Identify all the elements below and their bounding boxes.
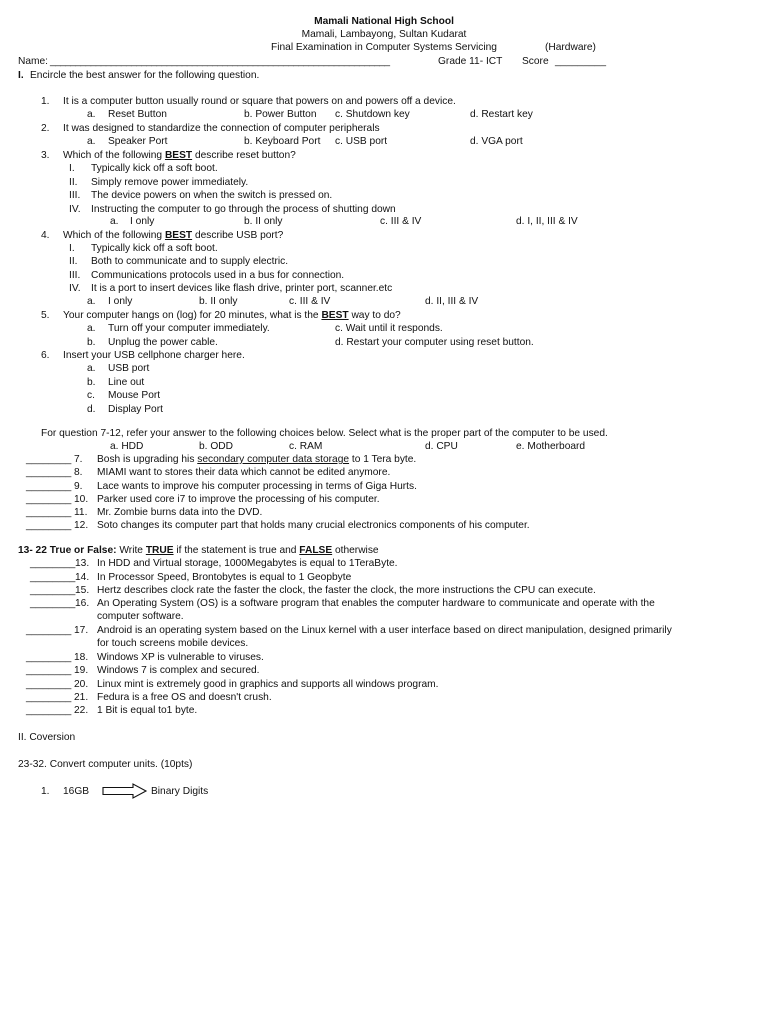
q4-text-pre: Which of the following — [63, 230, 163, 241]
q4-option-a[interactable]: I only — [108, 296, 133, 307]
q4-item: It is a port to insert devices like flash drive, printer port, scanner.etc — [91, 283, 393, 294]
q4-item: Both to communicate and to supply electric. — [91, 256, 289, 267]
q4-number: 4. — [41, 230, 50, 241]
grade-label: Grade 11- ICT — [438, 56, 503, 67]
school-address: Mamali, Lambayong, Sultan Kudarat — [301, 29, 467, 40]
q4-best-emphasis: BEST — [164, 230, 193, 241]
part2-heading: II. Coversion — [18, 732, 76, 743]
item-number: 11. — [74, 507, 88, 518]
answer-blank[interactable]: ________ — [26, 692, 72, 703]
item-text — [97, 454, 416, 466]
score-blank[interactable]: _________ — [555, 56, 606, 67]
exam-subject: (Hardware) — [545, 42, 596, 53]
answer-blank[interactable]: ________ — [26, 467, 72, 478]
item-number: 17. — [74, 625, 89, 636]
q5-text-pre: Your computer hangs on (log) for 20 minutes, what is the — [63, 310, 319, 321]
item-text: Lace wants to improve his computer processing in terms of Giga Hurts. — [97, 481, 417, 492]
q1-option-a-letter: a. — [87, 109, 96, 120]
item-text: Android is an operating system based on the Linux kernel with a user interface based on direct manipulation, designed primarily — [97, 625, 672, 636]
conversion-item-number: 1. — [41, 786, 50, 797]
tf-heading-write: Write — [119, 545, 143, 556]
part1-instruction: Encircle the best answer for the following question. — [30, 70, 260, 81]
q3-item: The device powers on when the switch is pressed on. — [91, 190, 333, 201]
q6-option-letter: b. — [87, 377, 96, 388]
answer-blank[interactable]: ________ — [26, 705, 72, 716]
name-label: Name: — [18, 56, 49, 67]
q3-item-numeral: IV. — [69, 204, 81, 215]
q5-option-a-letter: a. — [87, 323, 96, 334]
q2-number: 2. — [41, 123, 50, 134]
item-text: Mr. Zombie burns data into the DVD. — [97, 507, 263, 518]
item-number: 19. — [74, 665, 89, 676]
q4-item: Communications protocols used in a bus for connection. — [91, 270, 345, 281]
q3-option-d[interactable]: d. I, II, III & IV — [516, 216, 578, 227]
exam-title: Final Examination in Computer Systems Servicing — [271, 42, 497, 53]
q6-option-letter: d. — [87, 404, 96, 415]
q3-item-numeral: I. — [69, 163, 75, 174]
q5-option-b-letter: b. — [87, 337, 96, 348]
item-text-pre: Bosh is upgrading his — [97, 454, 195, 465]
q3-item: Simply remove power immediately. — [91, 177, 249, 188]
item-text: Hertz describes clock rate the faster the clock, the faster the clock, the more instructions the CPU can execute. — [97, 585, 596, 596]
choice-d: d. CPU — [425, 441, 458, 452]
true-false-heading — [18, 545, 379, 557]
q5-option-b[interactable]: Unplug the power cable. — [108, 337, 218, 348]
school-name: Mamali National High School — [314, 16, 454, 27]
name-blank[interactable]: ___________________________________________________________________ — [50, 56, 390, 67]
q6-option[interactable]: USB port — [108, 363, 150, 374]
item-number: 13. — [75, 558, 90, 569]
q5-text — [63, 310, 401, 322]
score-label: Score — [522, 56, 549, 67]
q2-text: It was designed to standardize the connection of computer peripherals — [63, 123, 380, 134]
tf-heading-mid: if the statement is true and — [176, 545, 297, 556]
item-text: Fedura is a free OS and doesn't crush. — [97, 692, 272, 703]
answer-blank[interactable]: ________ — [26, 652, 72, 663]
item-number: 22. — [74, 705, 89, 716]
tf-false-word: FALSE — [299, 545, 333, 556]
answer-blank[interactable]: ________ — [26, 481, 72, 492]
q2-option-d[interactable]: d. VGA port — [470, 136, 523, 147]
item-number: 20. — [74, 679, 89, 690]
q6-text: Insert your USB cellphone charger here. — [63, 350, 245, 361]
item-text: Windows 7 is complex and secured. — [97, 665, 260, 676]
q4-item-numeral: III. — [69, 270, 81, 281]
q4-option-a-letter: a. — [87, 296, 96, 307]
item-number: 12. — [74, 520, 89, 531]
q5-text-post: way to do? — [351, 310, 401, 321]
q3-text-pre: Which of the following — [63, 150, 163, 161]
q3-text-post: describe reset button? — [194, 150, 296, 161]
q3-text — [63, 150, 296, 162]
q6-option[interactable]: Mouse Port — [108, 390, 161, 401]
q5-option-c[interactable]: c. Wait until it responds. — [335, 323, 443, 334]
answer-blank[interactable]: ________ — [30, 598, 76, 609]
q4-item-numeral: I. — [69, 243, 75, 254]
q6-option[interactable]: Display Port — [108, 404, 163, 415]
item-text: In Processor Speed, Brontobytes is equal to 1 Geopbyte — [97, 572, 352, 583]
choice-b: b. ODD — [199, 441, 233, 452]
item-text-continued: computer software. — [97, 611, 184, 622]
answer-blank[interactable]: ________ — [30, 572, 76, 583]
answer-blank[interactable]: ________ — [30, 558, 76, 569]
q1-number: 1. — [41, 96, 50, 107]
item-text-underlined: secondary computer data storage — [197, 454, 350, 465]
item-number: 15. — [75, 585, 90, 596]
q4-item-numeral: IV. — [69, 283, 81, 294]
answer-blank[interactable]: ________ — [26, 665, 72, 676]
q2-option-b[interactable]: b. Keyboard Port — [244, 136, 321, 147]
tf-true-word: TRUE — [145, 545, 174, 556]
item-number: 9. — [74, 481, 83, 492]
q3-item: Instructing the computer to go through the process of shutting down — [91, 204, 396, 215]
q1-option-d[interactable]: d. Restart key — [470, 109, 533, 120]
q3-option-a[interactable]: I only — [130, 216, 155, 227]
choice-e: e. Motherboard — [516, 441, 586, 452]
q4-text-post: describe USB port? — [194, 230, 284, 241]
q1-option-b[interactable]: b. Power Button — [244, 109, 317, 120]
part1-number: I. — [18, 70, 24, 81]
choice-a: a. HDD — [110, 441, 144, 452]
answer-blank[interactable]: ________ — [26, 625, 72, 636]
answer-blank[interactable]: ________ — [26, 679, 72, 690]
q1-text: It is a computer button usually round or square that powers on and powers off a device. — [63, 96, 456, 107]
q5-option-d[interactable]: d. Restart your computer using reset button. — [335, 337, 534, 348]
q5-number: 5. — [41, 310, 50, 321]
q4-option-c[interactable]: c. III & IV — [289, 296, 331, 307]
choice-c: c. RAM — [289, 441, 323, 452]
item-text: 1 Bit is equal to1 byte. — [97, 705, 198, 716]
answer-blank[interactable]: ________ — [26, 507, 72, 518]
item-text: Linux mint is extremely good in graphics and supports all windows program. — [97, 679, 439, 690]
q2-option-a[interactable]: Speaker Port — [108, 136, 168, 147]
item-number: 16. — [75, 598, 90, 609]
tf-heading-label: 13- 22 True or False: — [18, 545, 117, 556]
q1-option-a[interactable]: Reset Button — [108, 109, 167, 120]
answer-blank[interactable]: ________ — [26, 454, 72, 465]
item-text-post: to 1 Tera byte. — [351, 454, 417, 465]
answer-blank[interactable]: ________ — [26, 494, 72, 505]
tf-heading-post: otherwise — [334, 545, 379, 556]
item-text: Parker used core i7 to improve the processing of his computer. — [97, 494, 380, 505]
conversion-from: 16GB — [63, 786, 90, 797]
q6-number: 6. — [41, 350, 50, 361]
q6-option-letter: a. — [87, 363, 96, 374]
q3-option-b[interactable]: b. II only — [244, 216, 283, 227]
q6-option-letter: c. — [87, 390, 95, 401]
q4-item-numeral: II. — [69, 256, 78, 267]
item-number: 10. — [74, 494, 89, 505]
q6-option[interactable]: Line out — [108, 377, 145, 388]
item-text: In HDD and Virtual storage, 1000Megabytes is equal to 1TeraByte. — [97, 558, 398, 569]
item-number: 14. — [75, 572, 90, 583]
item-number: 18. — [74, 652, 89, 663]
double-right-arrow-icon — [102, 783, 148, 799]
answer-blank[interactable]: ________ — [26, 520, 72, 531]
item-text: MIAMI want to stores their data which cannot be edited anymore. — [97, 467, 391, 478]
q2-option-a-letter: a. — [87, 136, 96, 147]
q4-item: Typically kick off a soft boot. — [91, 243, 218, 254]
answer-blank[interactable]: ________ — [30, 585, 76, 596]
q3-option-a-letter: a. — [110, 216, 119, 227]
q5-best-emphasis: BEST — [321, 310, 349, 321]
item-number: 8. — [74, 467, 83, 478]
q3-best-emphasis: BEST — [164, 150, 193, 161]
q5-option-a[interactable]: Turn off your computer immediately. — [108, 323, 270, 334]
q3-item: Typically kick off a soft boot. — [91, 163, 218, 174]
q3-item-numeral: II. — [69, 177, 78, 188]
item-text: Windows XP is vulnerable to viruses. — [97, 652, 264, 663]
q2-option-c[interactable]: c. USB port — [335, 136, 388, 147]
item-text: An Operating System (OS) is a software program that enables the computer hardware to communicate and operate with the — [97, 598, 655, 609]
q4-option-d[interactable]: d. II, III & IV — [425, 296, 479, 307]
choices-intro: For question 7-12, refer your answer to the following choices below. Select what is the proper part of the computer to be used. — [41, 428, 608, 439]
q3-item-numeral: III. — [69, 190, 81, 201]
q1-option-c[interactable]: c. Shutdown key — [335, 109, 410, 120]
part2-subheading: 23-32. Convert computer units. (10pts) — [18, 759, 193, 770]
q4-text — [63, 230, 283, 242]
item-text-continued: for touch screens mobile devices. — [97, 638, 249, 649]
q4-option-b[interactable]: b. II only — [199, 296, 238, 307]
q3-option-c[interactable]: c. III & IV — [380, 216, 422, 227]
item-text: Soto changes its computer part that holds many crucial electronics components of his computer. — [97, 520, 530, 531]
conversion-to: Binary Digits — [151, 786, 209, 797]
q3-number: 3. — [41, 150, 50, 161]
item-number: 7. — [74, 454, 83, 465]
item-number: 21. — [74, 692, 89, 703]
